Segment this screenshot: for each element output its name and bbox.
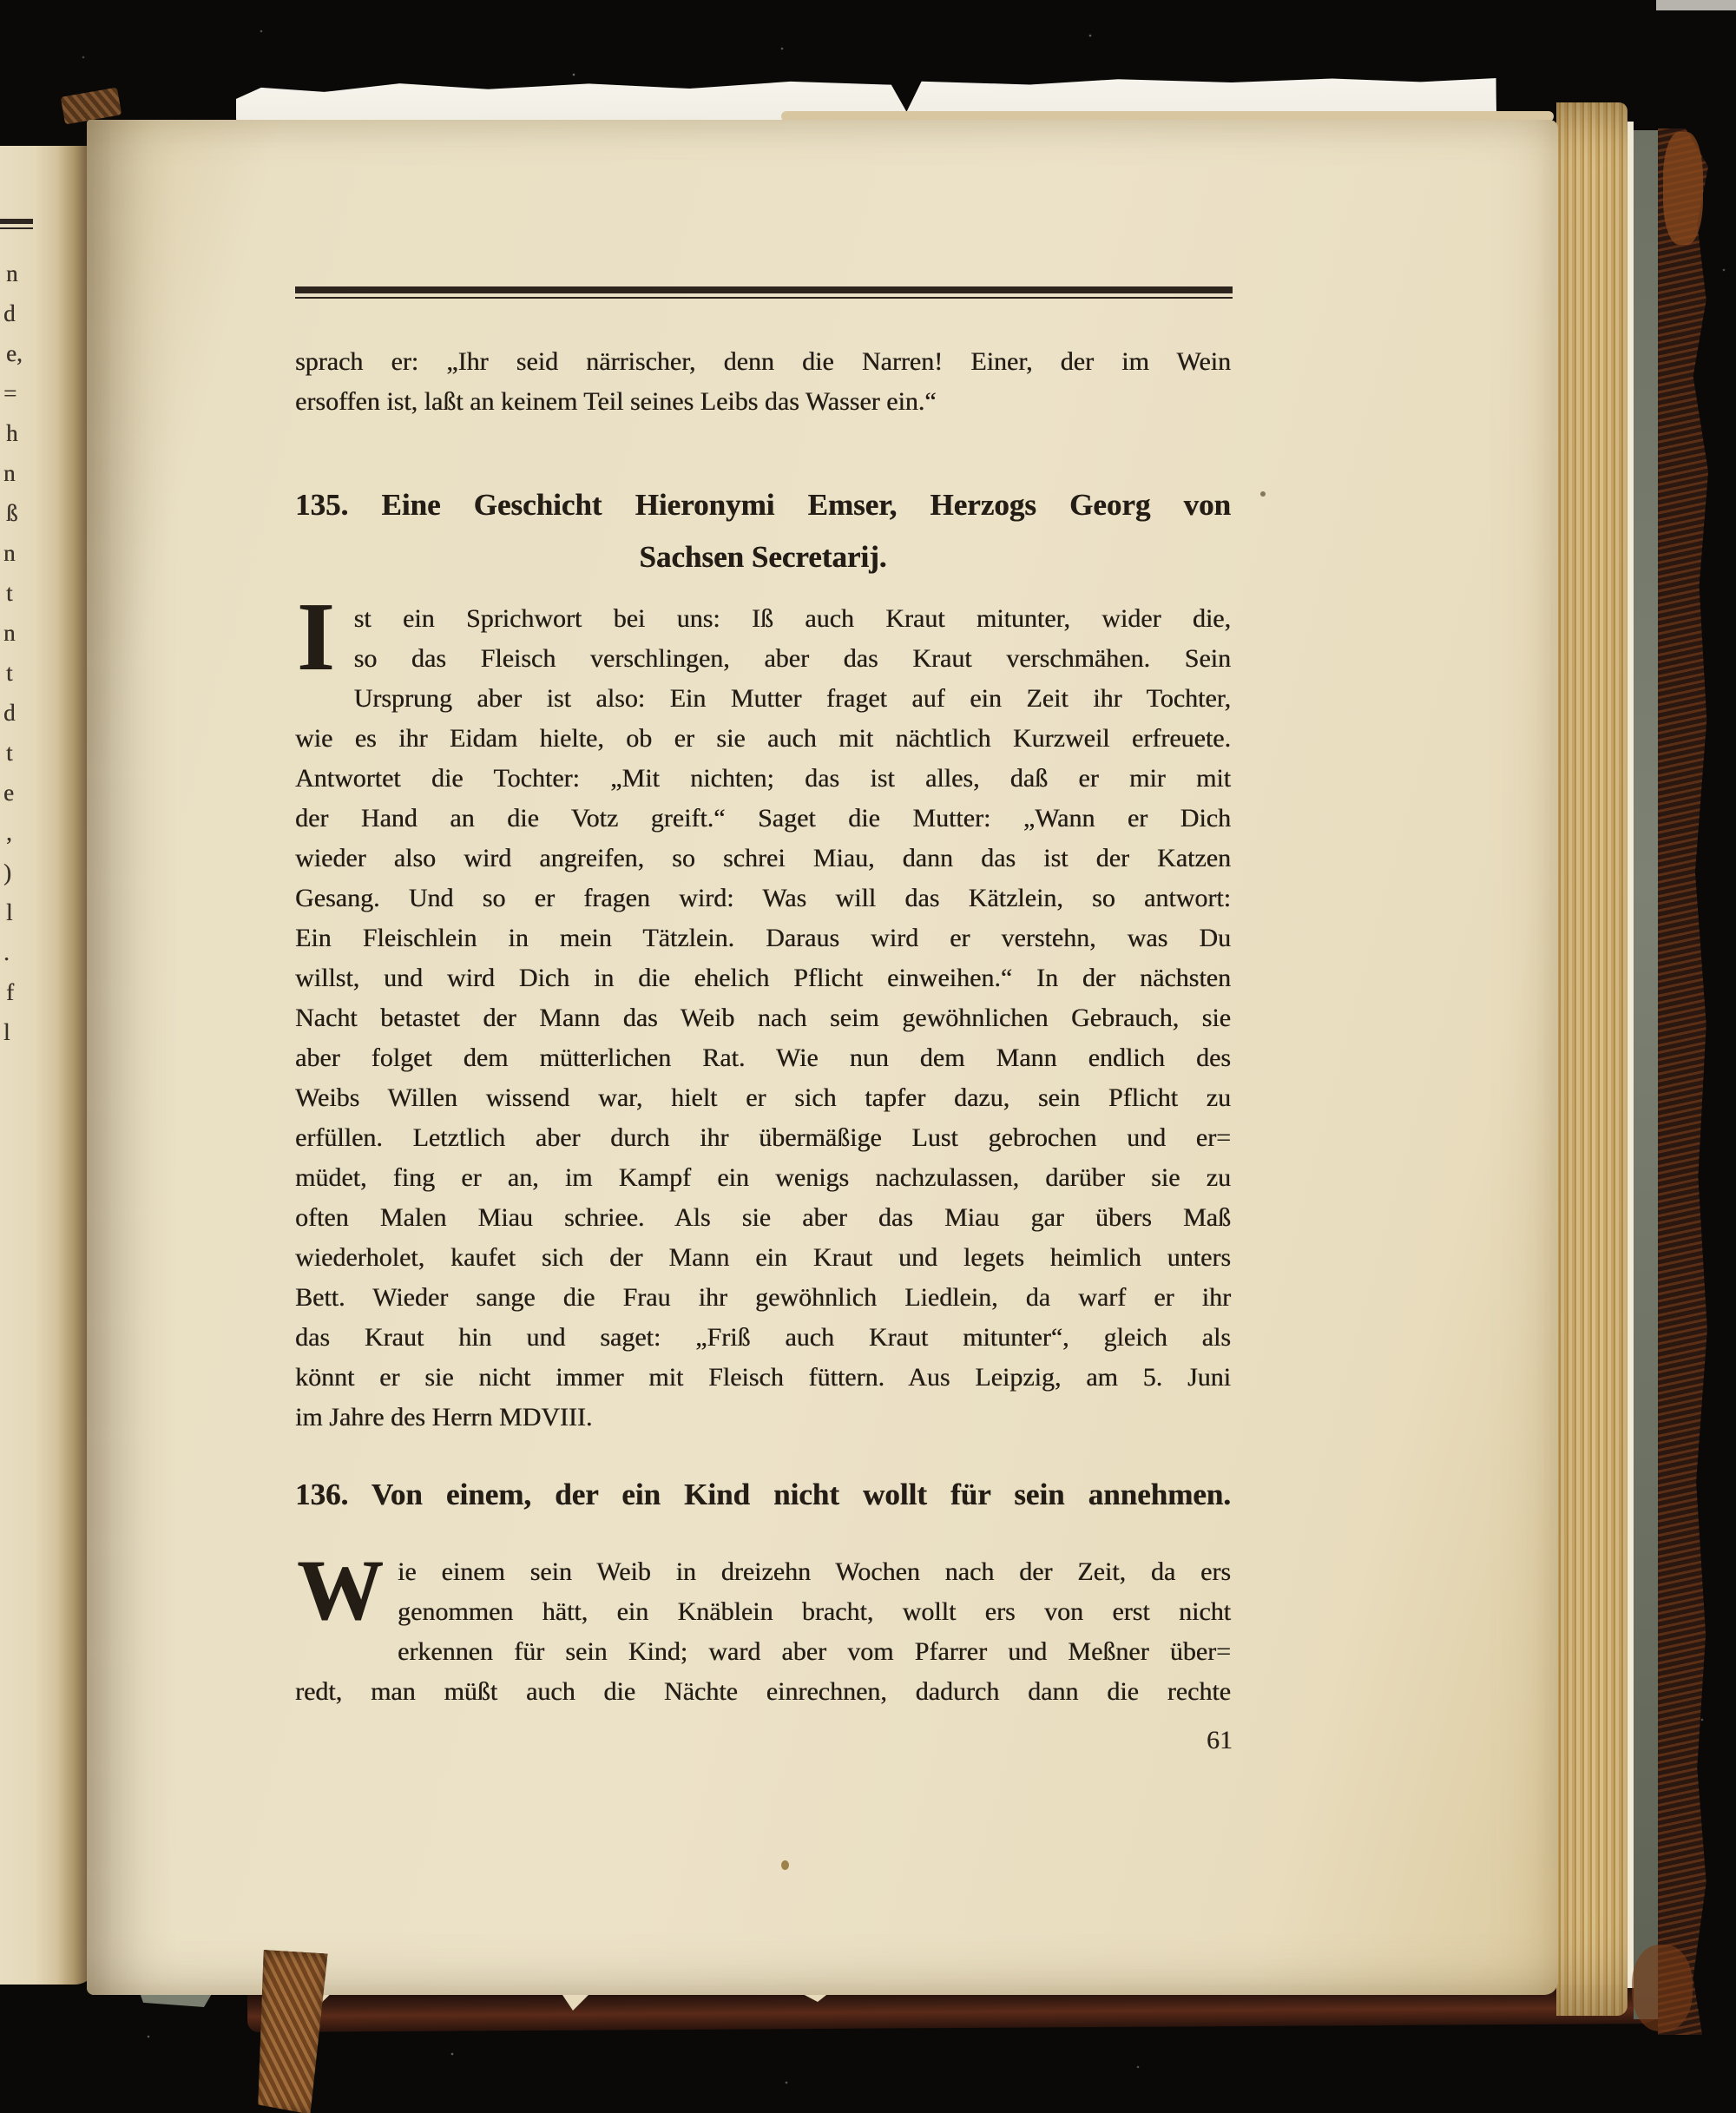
facing-page-text-fragment: l <box>3 1019 10 1045</box>
dropcap-initial-i: I <box>297 583 335 691</box>
text-line: wiederholet, kaufet sich der Mann ein Kraut und legets heimlich unters <box>295 1243 1231 1272</box>
facing-page-text-fragment: n <box>3 540 16 566</box>
facing-page-text-fragment: n <box>3 620 16 646</box>
heading-line: 135. Eine Geschicht Hieronymi Emser, Herzogs Georg von <box>295 488 1231 522</box>
foxing-spot <box>781 1860 789 1870</box>
text-line: genommen hätt, ein Knäblein bracht, wollt ers von erst nicht <box>398 1597 1231 1626</box>
facing-page-text-fragment: n <box>3 460 16 486</box>
text-line: Bett. Wieder sange die Frau ihr gewöhnlich Liedlein, da warf er ihr <box>295 1283 1231 1312</box>
carryover-paragraph <box>295 342 1231 422</box>
text-line: das Kraut hin und saget: „Friß auch Kraut mitunter“, gleich als <box>295 1323 1231 1352</box>
text-line: Gesang. Und so er fragen wird: Was will das Kätzlein, so antwort: <box>295 884 1231 912</box>
text-line: aber folget dem mütterlichen Rat. Wie nun dem Mann endlich des <box>295 1043 1231 1072</box>
text-line: im Jahre des Herrn MDVIII. <box>295 1403 593 1432</box>
left-page-edge <box>0 146 97 1985</box>
heading-line: Sachsen Secretarij. <box>639 540 887 574</box>
facing-page-text-fragment: ) <box>3 859 11 885</box>
facing-page-text-fragment: t <box>6 740 13 766</box>
facing-page-text-fragments <box>3 253 56 1052</box>
endpaper-edge <box>1628 122 1634 1988</box>
text-line: Weibs Willen wissend war, hielt er sich tapfer dazu, sein Pflicht zu <box>295 1083 1231 1112</box>
facing-page-text-fragment: = <box>3 380 17 406</box>
heading-line: 136. Von einem, der ein Kind nicht wollt für sein annehmen. <box>295 1478 1231 1511</box>
leather-cover-edge-right <box>1658 128 1708 2035</box>
text-line: müdet, fing er an, im Kampf ein wenigs nachzulassen, darüber sie zu <box>295 1163 1231 1192</box>
facing-page-text-fragment: n <box>6 260 18 286</box>
facing-page-text-fragment: t <box>6 660 13 686</box>
text-line: wie es ihr Eidam hielte, ob er sie auch mit nächtlich Kurzweil erfreuete. <box>295 724 1231 753</box>
text-line: erfüllen. Letztlich aber durch ihr übermäßige Lust gebrochen und er= <box>295 1123 1231 1152</box>
scanner-tab <box>1656 0 1736 10</box>
leather-highlight-bottom <box>1632 1945 1693 2031</box>
story-135-paragraph <box>295 583 1231 1438</box>
facing-page-text-fragment: . <box>3 939 10 965</box>
story-136-heading <box>295 1469 1231 1521</box>
text-line: Ein Fleischlein in mein Tätzlein. Daraus wird er verstehn, was Du <box>295 924 1231 952</box>
dust-specks <box>0 0 2 2</box>
page-fore-edge <box>1556 102 1628 2016</box>
text-line: ersoffen ist, laßt an keinem Teil seines Leibs das Wasser ein.“ <box>295 387 937 416</box>
book-page <box>87 120 1558 1995</box>
header-rule-thin-line <box>295 297 1233 299</box>
facing-page-text-fragment: ß <box>6 500 18 526</box>
facing-page-text-fragment: l <box>6 899 13 925</box>
leather-highlight-top <box>1663 132 1703 245</box>
header-rule <box>295 286 1233 293</box>
text-line: Ursprung aber ist also: Ein Mutter fraget auf ein Zeit ihr Tochter, <box>353 684 1231 713</box>
facing-page-text-fragment: f <box>6 979 14 1005</box>
facing-page-rule-fragment <box>0 219 33 229</box>
facing-page-text-fragment: d <box>3 700 16 726</box>
text-line: ie einem sein Weib in dreizehn Wochen nach der Zeit, da ers <box>398 1557 1231 1586</box>
text-line: sprach er: „Ihr seid närrischer, denn die Narren! Einer, der im Wein <box>295 347 1231 376</box>
facing-page-text-fragment: h <box>6 420 18 446</box>
text-line: st ein Sprichwort bei uns: Iß auch Kraut mitunter, wider die, <box>353 604 1231 633</box>
facing-page-text-fragment: , <box>6 820 12 846</box>
text-line: erkennen für sein Kind; ward aber vom Pfarrer und Meßner über= <box>398 1637 1231 1666</box>
bookmark-ribbon <box>253 1950 327 2113</box>
facing-page-text-fragment: t <box>6 580 13 606</box>
dropcap-initial-w: W <box>297 1542 384 1638</box>
story-136-paragraph <box>295 1542 1231 1712</box>
text-line: Nacht betastet der Mann das Weib nach seim gewöhnlichen Gebrauch, sie <box>295 1004 1231 1032</box>
text-line: könnt er sie nicht immer mit Fleisch füttern. Aus Leipzig, am 5. Juni <box>295 1363 1231 1392</box>
text-line: der Hand an die Votz greift.“ Saget die Mutter: „Wann er Dich <box>295 804 1231 833</box>
cover-cloth-edge <box>1634 130 1660 2019</box>
text-line: often Malen Miau schriee. Als sie aber das Miau gar übers Maß <box>295 1203 1231 1232</box>
story-135-heading <box>295 479 1231 583</box>
text-line: so das Fleisch verschlingen, aber das Kraut verschmähen. Sein <box>353 644 1231 673</box>
text-line: wieder also wird angreifen, so schrei Miau, dann das ist der Katzen <box>295 844 1231 872</box>
facing-page-text-fragment: e, <box>6 340 23 366</box>
facing-page-text-fragment: d <box>3 300 16 326</box>
page-number: 61 <box>1207 1726 1233 1754</box>
text-line: Antwortet die Tochter: „Mit nichten; das ist alles, daß er mir mit <box>295 764 1231 793</box>
text-line: willst, und wird Dich in die ehelich Pflicht einweihen.“ In der nächsten <box>295 964 1231 992</box>
text-line: redt, man müßt auch die Nächte einrechnen, dadurch dann die rechte <box>295 1677 1231 1706</box>
facing-page-text-fragment: e <box>3 780 14 806</box>
margin-fleck <box>1260 491 1266 497</box>
